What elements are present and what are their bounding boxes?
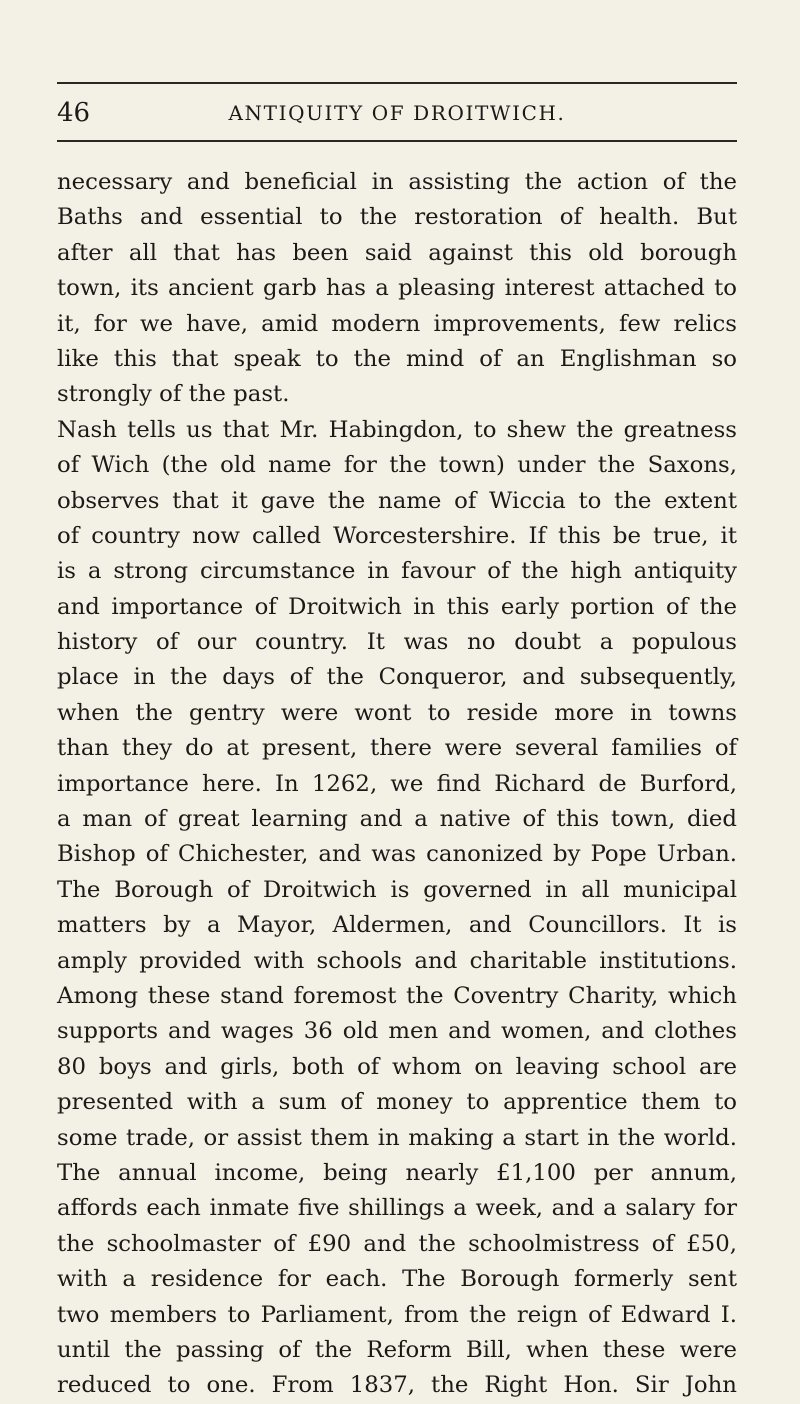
text-line: importance here. In 1262, we find Richard de Burford,	[57, 770, 737, 797]
text-line: 80 boys and girls, both of whom on leaving school are	[57, 1053, 737, 1080]
text-line: a man of great learning and a native of this town, died	[57, 806, 737, 833]
running-title: ANTIQUITY OF DROITWICH.	[228, 101, 566, 125]
header-bottom-rule	[57, 140, 737, 142]
text-line: strongly of the past.	[57, 381, 290, 408]
text-line: Nash tells us that Mr. Habingdon, to shew the greatness	[57, 416, 737, 443]
text-line: of Wich (the old name for the town) under the Saxons,	[57, 452, 737, 479]
text-line: matters by a Mayor, Aldermen, and Councillors. It is	[57, 912, 737, 939]
text-line: affords each inmate five shillings a week, and a salary for	[57, 1195, 737, 1222]
body-text	[57, 165, 737, 1404]
text-line: after all that has been said against this old borough	[57, 239, 737, 266]
text-line: place in the days of the Conqueror, and subsequently,	[57, 664, 737, 691]
text-line: The annual income, being nearly £1,100 per annum,	[57, 1159, 737, 1186]
text-line: Among these stand foremost the Coventry Charity, which	[57, 982, 737, 1009]
page-header	[57, 95, 737, 131]
text-line: Bishop of Chichester, and was canonized by Pope Urban.	[57, 841, 737, 868]
text-line: town, its ancient garb has a pleasing interest attached to	[57, 275, 737, 302]
text-line: with a residence for each. The Borough formerly sent	[57, 1266, 737, 1293]
text-line: supports and wages 36 old men and women, and clothes	[57, 1018, 737, 1045]
text-line: observes that it gave the name of Wiccia to the extent	[57, 487, 737, 514]
text-line: than they do at present, there were several families of	[57, 735, 737, 762]
text-line: when the gentry were wont to reside more in towns	[57, 699, 737, 726]
text-line: some trade, or assist them in making a start in the world.	[57, 1124, 737, 1151]
text-line: two members to Parliament, from the reign of Edward I.	[57, 1301, 737, 1328]
text-line: The Borough of Droitwich is governed in all municipal	[57, 876, 737, 903]
text-line: and importance of Droitwich in this early portion of the	[57, 593, 737, 620]
text-line: it, for we have, amid modern improvements, few relics	[57, 310, 737, 337]
page-number: 46	[57, 98, 91, 128]
text-line: the schoolmaster of £90 and the schoolmistress of £50,	[57, 1230, 737, 1257]
text-line: presented with a sum of money to apprentice them to	[57, 1089, 737, 1116]
text-line: until the passing of the Reform Bill, when these were	[57, 1336, 737, 1363]
text-line: necessary and beneficial in assisting the action of the	[57, 169, 737, 195]
text-line: like this that speak to the mind of an Englishman so	[57, 345, 737, 372]
text-line: of country now called Worcestershire. If this be true, it	[57, 522, 737, 549]
text-line: amply provided with schools and charitable institutions.	[57, 947, 737, 974]
text-line: is a strong circumstance in favour of the high antiquity	[57, 558, 737, 585]
text-line: history of our country. It was no doubt a populous	[57, 629, 737, 656]
text-line: Baths and essential to the restoration of health. But	[57, 204, 737, 231]
text-line: reduced to one. From 1837, the Right Hon. Sir John	[57, 1372, 737, 1399]
header-top-rule	[57, 82, 737, 84]
